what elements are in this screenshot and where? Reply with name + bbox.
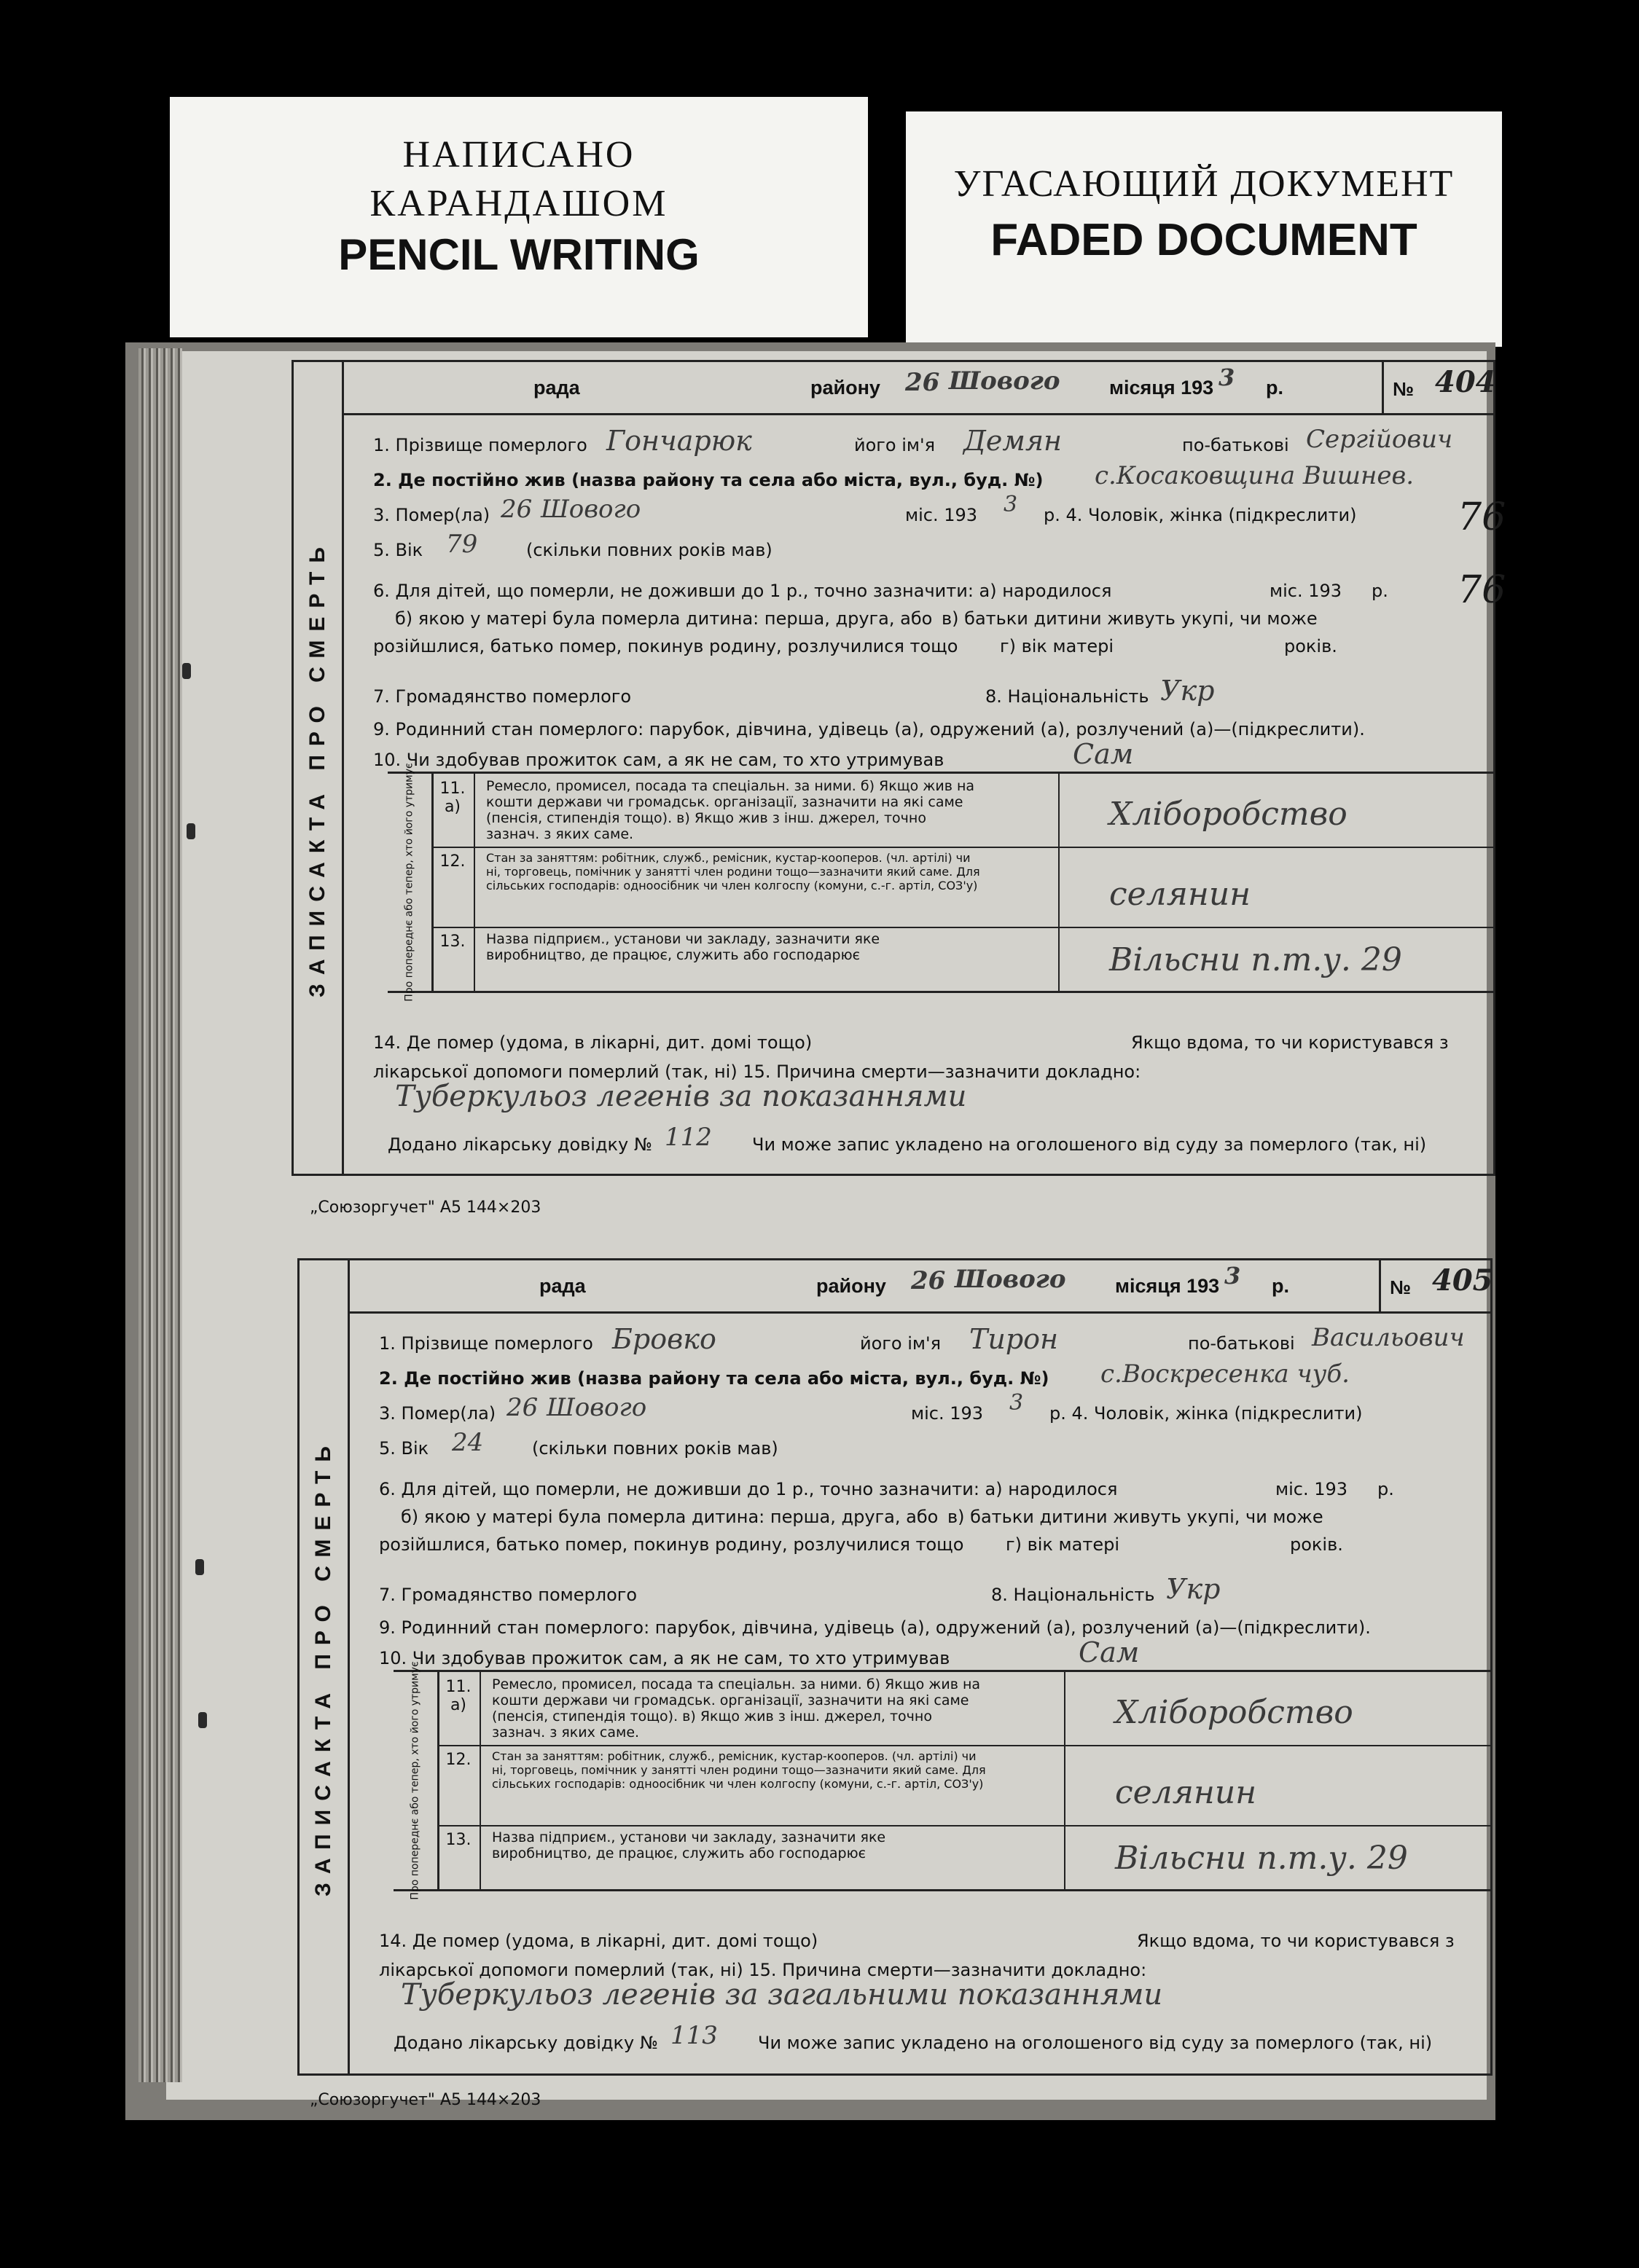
form-side-title: ЗАПИСАКТА ПРО СМЕРТЬ	[305, 538, 330, 997]
hw-workplace: Вільсни п.т.у. 29	[1109, 941, 1402, 978]
hw-death-year: 3	[1004, 492, 1018, 517]
hw-certificate: 113	[670, 2021, 718, 2050]
label-line: УГАСАЮЩИЙ ДОКУМЕНТ	[953, 163, 1455, 205]
status-row	[437, 1745, 1490, 1826]
occupation-num: 11. а)	[431, 774, 475, 847]
q-child-a: 6. Для дітей, що померли, не доживши до 1 р., точно зазначити: а) народилося	[373, 581, 1112, 601]
margin-note: 76	[1458, 568, 1506, 612]
hw-death-month: Шового	[547, 1393, 647, 1422]
occupation-side-label: Про попереднє або тепер, хто його утримує	[388, 774, 434, 991]
q-sex: р. 4. Чоловік, жінка (підкреслити)	[1049, 1403, 1363, 1424]
header-r: р.	[1272, 1275, 1289, 1297]
q-child-a: 6. Для дітей, що померли, не доживши до 1 р., точно зазначити: а) народилося	[379, 1479, 1118, 1499]
workplace-row	[437, 1825, 1490, 1889]
hw-certificate: 112	[665, 1123, 712, 1152]
form-side-title: ЗАПИСАКТА ПРО СМЕРТЬ	[311, 1437, 336, 1896]
q-child-b2: в) батьки дитини живуть укупі, чи може	[942, 608, 1318, 629]
occupation-row	[437, 1672, 1490, 1746]
q-surname: 1. Прізвище померлого	[379, 1333, 593, 1354]
q-child-a3: р.	[1377, 1479, 1394, 1499]
workplace-text: Назва підприєм., установи чи закладу, зазначити яке виробництво, де працює, служить або господарює	[492, 1829, 886, 1861]
label-line: FADED DOCUMENT	[990, 215, 1417, 265]
hw-cause: Туберкульоз легенів за загальними показаннями	[401, 1978, 1163, 2012]
hw-age: 24	[452, 1428, 484, 1457]
header-r: р.	[1266, 377, 1283, 399]
q-child-c: розійшлися, батько помер, покинув родину, розлучилися тощо	[379, 1534, 964, 1555]
q-child-b: б) якою у матері була померла дитина: перша, друга, або	[401, 1507, 939, 1527]
form-header	[350, 1260, 1493, 1314]
hw-day: 26	[911, 1266, 946, 1295]
q-name: його ім'я	[854, 435, 936, 455]
hw-month: Шового	[949, 366, 1060, 396]
q-certificate: Додано лікарську довідку №	[394, 2033, 658, 2053]
hw-supported: Сам	[1079, 1636, 1140, 1668]
margin-note: 76	[1458, 495, 1506, 539]
q-citizenship: 7. Громадянство померлого	[379, 1585, 638, 1605]
q-age: 5. Вік	[373, 540, 423, 560]
occupation-block	[388, 763, 1493, 1002]
occupation-block	[394, 1661, 1490, 1900]
hw-nationality: Укр	[1160, 675, 1215, 707]
q-age: 5. Вік	[379, 1438, 429, 1459]
workplace-text: Назва підприєм., установи чи закладу, зазначити яке виробництво, де працює, служить або господарює	[486, 931, 880, 963]
header-rada: рада	[533, 377, 580, 399]
q-surname: 1. Прізвище померлого	[373, 435, 587, 455]
binding-hole	[187, 823, 195, 839]
binding-hole	[195, 1559, 204, 1575]
status-num: 12.	[437, 1745, 481, 1825]
hw-status: селянин	[1115, 1774, 1257, 1811]
q-supported: 10. Чи здобував прожиток сам, а як не сам, то хто утримував	[379, 1648, 950, 1668]
q-died-year: міс. 193	[905, 505, 978, 525]
hw-status: селянин	[1109, 876, 1251, 913]
hw-patronymic: Сергійович	[1306, 425, 1453, 454]
q-name: його ім'я	[860, 1333, 942, 1354]
status-text: Стан за заняттям: робітник, служб., ремісник, кустар-кооперов. (чл. артілі) чи ні, торговець, помічник у занятті член родини тощо—зазначити який саме. Для сільських господарів: одноосібник чи член колгоспу (комуни, с.-г. артіл, СОЗ'у)	[486, 851, 980, 892]
q-child-b2: в) батьки дитини живуть укупі, чи може	[947, 1507, 1323, 1527]
hw-year: 3	[1224, 1262, 1241, 1290]
hw-nationality: Укр	[1166, 1573, 1221, 1605]
hw-age: 79	[446, 530, 478, 559]
hw-name: Демян	[963, 425, 1063, 457]
form-header	[344, 362, 1496, 415]
workplace-num: 13.	[437, 1825, 481, 1889]
hw-residence: с.Воскресенка чуб.	[1100, 1359, 1350, 1389]
q-child-a2: міс. 193	[1270, 581, 1342, 601]
hw-supported: Сам	[1073, 738, 1134, 770]
hw-day: 26	[905, 368, 940, 397]
q-court: Чи може запис укладено на оголошеного від суду за померлого (так, ні)	[758, 2033, 1433, 2053]
binding-hole	[182, 663, 191, 679]
q-child-c3: років.	[1284, 636, 1337, 656]
q-age-note: (скільки повних років мав)	[532, 1438, 778, 1459]
q-residence: 2. Де постійно жив (назва району та села або міста, вул., буд. №)	[379, 1368, 1049, 1389]
q-residence: 2. Де постійно жив (назва району та села або міста, вул., буд. №)	[373, 470, 1044, 490]
q-place: 14. Де помер (удома, в лікарні, дит. домі тощо)	[379, 1931, 818, 1951]
hw-cause: Туберкульоз легенів за показаннями	[395, 1080, 967, 1113]
workplace-num: 13.	[431, 927, 475, 991]
hw-patronymic: Васильович	[1312, 1323, 1465, 1352]
q-citizenship: 7. Громадянство померлого	[373, 686, 632, 707]
q-cause: лікарської допомоги померлий (так, ні) 15. Причина смерти—зазначити докладно:	[373, 1062, 1141, 1082]
q-cause: лікарської допомоги померлий (так, ні) 15. Причина смерти—зазначити докладно:	[379, 1960, 1147, 1980]
hw-death-day: 26	[506, 1393, 539, 1422]
q-child-a2: міс. 193	[1275, 1479, 1348, 1499]
workplace-row	[431, 927, 1493, 991]
occupation-side-label: Про попереднє або тепер, хто його утримує	[394, 1672, 439, 1889]
header-month: місяця 193	[1115, 1275, 1220, 1297]
label-line: КАРАНДАШОМ	[369, 183, 668, 224]
hw-occupation: Хліборобство	[1109, 796, 1347, 833]
q-child-c: розійшлися, батько помер, покинув родину, розлучилися тощо	[373, 636, 958, 656]
label-line: PENCIL WRITING	[338, 230, 700, 279]
header-month: місяця 193	[1109, 377, 1214, 399]
q-certificate: Додано лікарську довідку №	[388, 1134, 652, 1155]
q-age-note: (скільки повних років мав)	[526, 540, 772, 560]
hw-death-year: 3	[1009, 1390, 1024, 1416]
binding-hole	[198, 1712, 207, 1728]
q-child-c2: г) вік матері	[1006, 1534, 1119, 1555]
occupation-row	[431, 774, 1493, 848]
hw-workplace: Вільсни п.т.у. 29	[1115, 1840, 1408, 1877]
q-supported: 10. Чи здобував прожиток сам, а як не сам, то хто утримував	[373, 750, 944, 770]
record-number-box	[1382, 362, 1496, 413]
q-child-c3: років.	[1290, 1534, 1343, 1555]
hw-month: Шового	[955, 1265, 1066, 1294]
q-nationality: 8. Національність	[991, 1585, 1155, 1605]
label-line: НАПИСАНО	[402, 134, 635, 176]
status-row	[431, 847, 1493, 928]
pencil-writing-label	[170, 97, 868, 337]
q-court: Чи може запис укладено на оголошеного від суду за померлого (так, ні)	[752, 1134, 1427, 1155]
hw-death-month: Шового	[541, 495, 641, 524]
hw-death-day: 26	[501, 495, 533, 524]
status-num: 12.	[431, 847, 475, 927]
death-record-form	[297, 1258, 1493, 2076]
hw-occupation: Хліборобство	[1115, 1694, 1353, 1731]
record-number: 405	[1432, 1263, 1493, 1298]
hw-surname: Гончарюк	[606, 425, 752, 457]
occupation-num: 11. а)	[437, 1672, 481, 1745]
hw-name: Тирон	[969, 1323, 1059, 1355]
number-label: №	[1390, 1276, 1411, 1298]
hw-year: 3	[1219, 364, 1235, 391]
number-label: №	[1393, 378, 1414, 400]
q-place: 14. Де помер (удома, в лікарні, дит. домі тощо)	[373, 1032, 813, 1053]
hw-residence: с.Косаковщина Вишнев.	[1095, 461, 1415, 490]
record-number-box	[1379, 1260, 1493, 1311]
death-record-form	[292, 360, 1495, 1176]
q-child-a3: р.	[1372, 581, 1388, 601]
header-raion: району	[816, 1275, 886, 1297]
q-child-b: б) якою у матері була померла дитина: перша, друга, або	[395, 608, 933, 629]
q-marital: 9. Родинний стан померлого: парубок, дівчина, удівець (а), одружений (а), розлучений (а)—(підкреслити).	[379, 1617, 1371, 1638]
q-patronymic: по-батькові	[1188, 1333, 1295, 1354]
header-rada: рада	[539, 1275, 586, 1297]
q-marital: 9. Родинний стан померлого: парубок, дівчина, удівець (а), одружений (а), розлучений (а)—(підкреслити).	[373, 719, 1365, 739]
form-footer: „Союзоргучет" А5 144×203	[310, 1198, 541, 1217]
header-raion: району	[810, 377, 880, 399]
hw-surname: Бровко	[612, 1323, 716, 1355]
q-child-c2: г) вік матері	[1000, 636, 1114, 656]
faded-document-label	[906, 111, 1502, 347]
status-text: Стан за заняттям: робітник, служб., ремісник, кустар-кооперов. (чл. артілі) чи ні, торговець, помічник у занятті член родини тощо—зазначити який саме. Для сільських господарів: одноосібник чи член колгоспу (комуни, с.-г. артіл, СОЗ'у)	[492, 1749, 986, 1791]
q-nationality: 8. Національність	[985, 686, 1149, 707]
q-died: 3. Помер(ла)	[373, 505, 490, 525]
q-home: Якщо вдома, то чи користувався з	[1137, 1931, 1455, 1951]
page-edges	[138, 348, 182, 2082]
occupation-text: Ремесло, промисел, посада та спеціальн. за ними. б) Якщо жив на кошти держави чи громадськ. організації, зазначити на які саме (пенсія, стипендія тощо). в) Якщо жив з інш. джерел, точно зазнач. з яких саме.	[492, 1676, 981, 1741]
q-died: 3. Помер(ла)	[379, 1403, 496, 1424]
occupation-text: Ремесло, промисел, посада та спеціальн. за ними. б) Якщо жив на кошти держави чи громадськ. організації, зазначити на які саме (пенсія, стипендія тощо). в) Якщо жив з інш. джерел, точно зазнач. з яких саме.	[486, 778, 975, 842]
q-patronymic: по-батькові	[1182, 435, 1289, 455]
q-died-year: міс. 193	[911, 1403, 984, 1424]
q-sex: р. 4. Чоловік, жінка (підкреслити)	[1044, 505, 1357, 525]
record-number: 404	[1435, 365, 1496, 399]
form-footer: „Союзоргучет" А5 144×203	[310, 2091, 541, 2109]
q-home: Якщо вдома, то чи користувався з	[1131, 1032, 1449, 1053]
